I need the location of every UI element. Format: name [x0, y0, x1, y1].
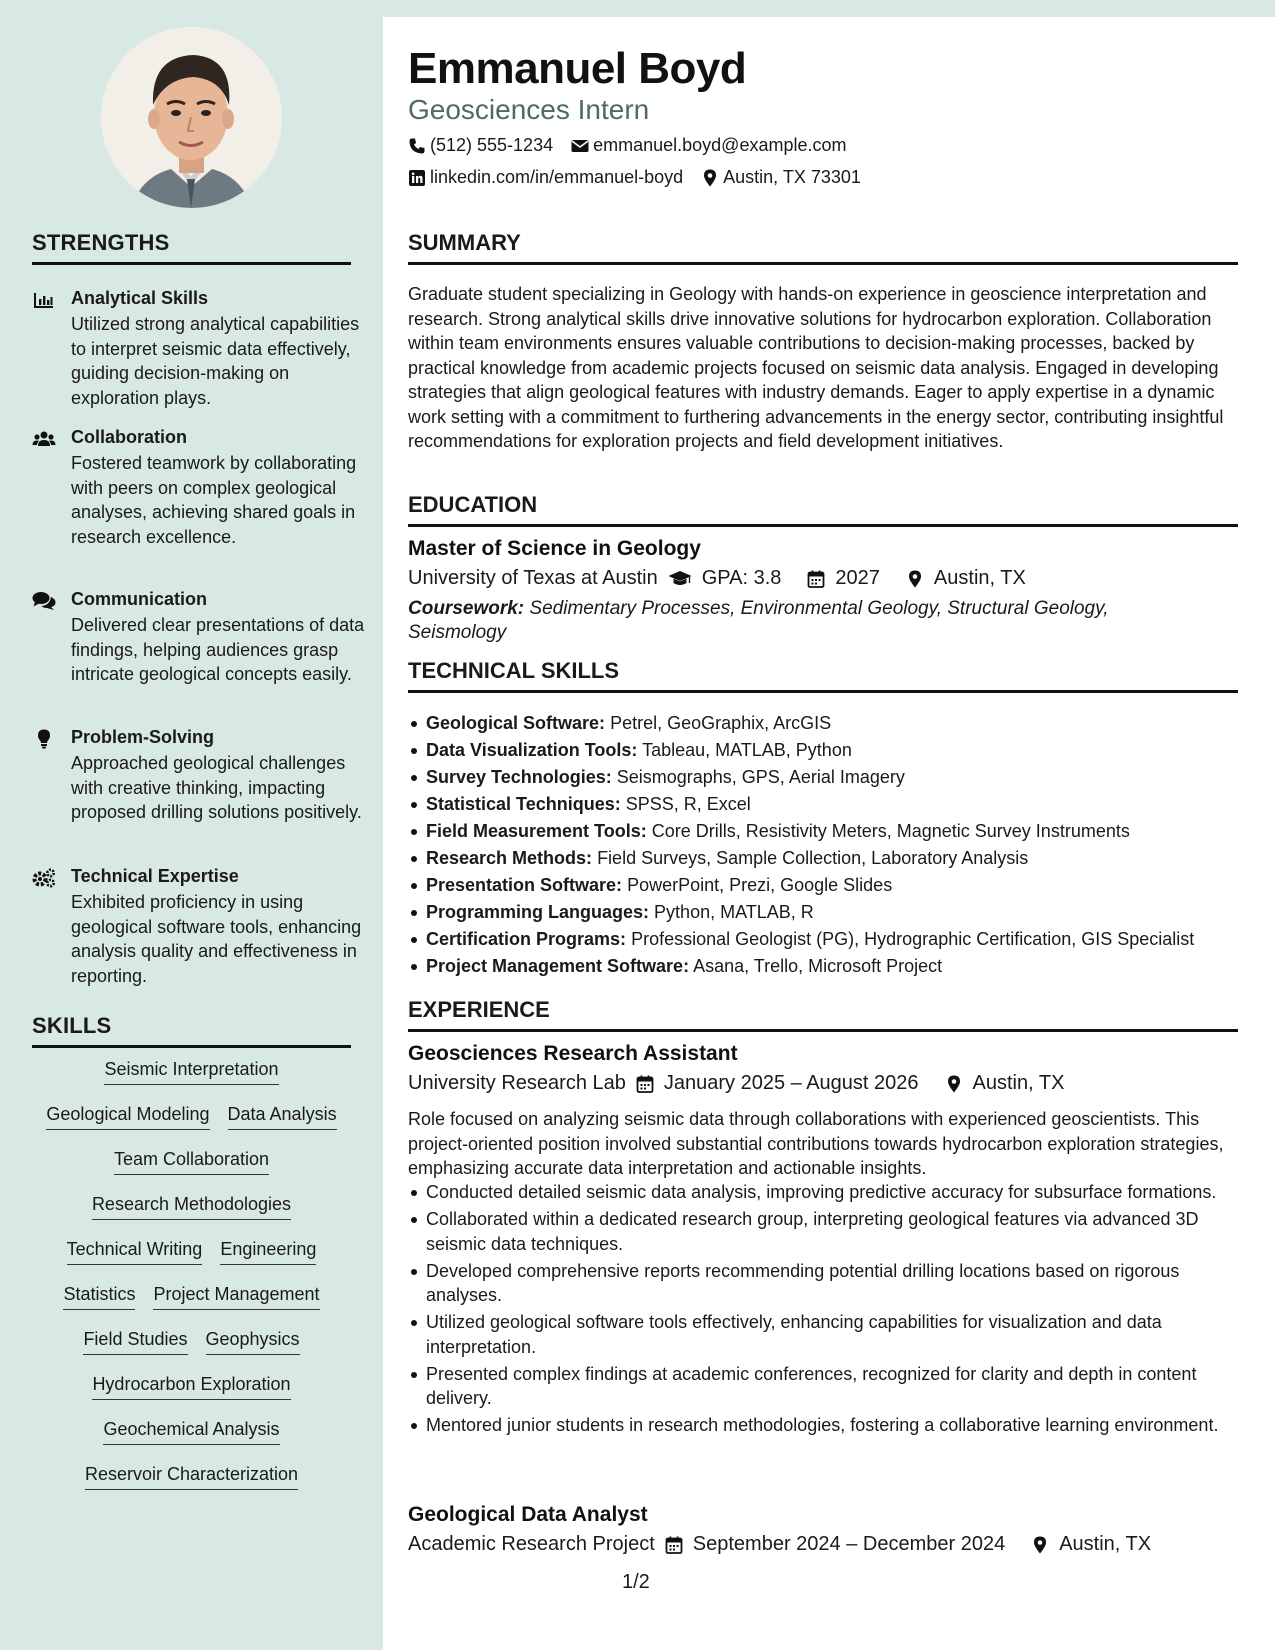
skill-value: Seismographs, GPS, Aerial Imagery [616, 767, 905, 787]
strength-description: Exhibited proficiency in using geological software tools, enhancing analysis quality and effectiveness in reporting. [71, 892, 362, 986]
skill-value: Python, MATLAB, R [654, 902, 814, 922]
list-item [408, 899, 1238, 926]
skill-tag: Hydrocarbon Exploration [92, 1373, 290, 1400]
skill-value: Field Surveys, Sample Collection, Laboratory Analysis [597, 848, 1029, 868]
skill-tag: Geochemical Analysis [103, 1418, 279, 1445]
skill-value: PowerPoint, Prezi, Google Slides [627, 875, 893, 895]
skills-list [32, 1058, 351, 1508]
graduation-cap-icon [668, 570, 692, 588]
list-item: Utilized geological software tools effectively, enhancing capabilities for visualization and data interpretation. [408, 1310, 1238, 1359]
graduation-year: 2027 [835, 567, 880, 589]
education-meta [408, 567, 1026, 590]
summary-heading: SUMMARY [408, 230, 1238, 265]
job-bullets [408, 1180, 1238, 1440]
skill-label: Certification Programs: [426, 929, 627, 949]
job-org: University Research Lab [408, 1072, 626, 1094]
strength-description: Fostered teamwork by collaborating with peers on complex geological analyses, achieving shared goals in research excellence. [71, 453, 357, 547]
page-number: 1/2 [622, 1571, 650, 1593]
strength-title: Technical Expertise [71, 866, 239, 886]
strength-description: Utilized strong analytical capabilities to interpret seismic data effectively, guiding decision-making on exploration plays. [71, 314, 360, 408]
skill-tag: Project Management [153, 1283, 319, 1310]
email-contact[interactable] [571, 135, 846, 156]
skills-heading: SKILLS [32, 1013, 351, 1048]
strength-description: Approached geological challenges with creative thinking, impacting proposed drilling solutions positively. [71, 753, 362, 822]
skill-tag: Field Studies [83, 1328, 187, 1355]
summary-text: Graduate student specializing in Geology with hands-on experience in geoscience interpretation and research. Strong analytical skills drive innovative solutions for hydrocarbon exploration. Collaboration within team environments ensures valuable contributions to decision-making processes, backed by practical knowledge from academic projects focused on seismic data analysis. Engaged in developing strategies that align geological features with industry demands. Eager to apply expertise in a dynamic work setting with a commitment to furthering advancements in the energy sector, contributing insightful recommendations for exploration projects and field development initiatives. [408, 284, 1224, 451]
list-item [408, 872, 1238, 899]
location-contact [701, 167, 861, 188]
skill-label: Survey Technologies: [426, 767, 612, 787]
job-meta [408, 1072, 1064, 1095]
list-item [408, 737, 1238, 764]
coursework-label: Coursework: [408, 598, 525, 619]
strength-description: Delivered clear presentations of data findings, helping audiences grasp intricate geological concepts easily. [71, 615, 365, 684]
experience-heading: EXPERIENCE [408, 997, 1238, 1032]
skill-tag: Seismic Interpretation [104, 1058, 278, 1085]
list-item [408, 764, 1238, 791]
job-title: Geological Data Analyst [408, 1503, 648, 1526]
gpa-text: GPA: 3.8 [701, 567, 782, 589]
skill-label: Programming Languages: [426, 902, 650, 922]
gears-icon [32, 868, 56, 888]
linkedin-text: linkedin.com/in/emmanuel-boyd [430, 167, 684, 187]
contact-row-2 [408, 167, 861, 188]
skill-tag: Statistics [63, 1283, 135, 1310]
linkedin-contact[interactable] [408, 167, 683, 188]
avatar [101, 27, 282, 208]
strength-title: Collaboration [71, 427, 187, 447]
skill-tag: Engineering [220, 1238, 316, 1265]
linkedin-icon [408, 169, 426, 187]
skill-value: Professional Geologist (PG), Hydrographic Certification, GIS Specialist [631, 929, 1195, 949]
candidate-name: Emmanuel Boyd [408, 44, 747, 93]
list-item [408, 845, 1238, 872]
map-marker-icon [906, 570, 924, 588]
education-heading: EDUCATION [408, 492, 1238, 527]
skill-label: Field Measurement Tools: [426, 821, 647, 841]
job-location: Austin, TX [972, 1072, 1065, 1094]
skill-value: Asana, Trello, Microsoft Project [693, 956, 943, 976]
degree-title: Master of Science in Geology [408, 537, 701, 560]
skill-value: Tableau, MATLAB, Python [642, 740, 852, 760]
job-location: Austin, TX [1059, 1533, 1152, 1555]
users-icon [32, 429, 56, 449]
list-item [408, 791, 1238, 818]
lightbulb-icon [32, 729, 56, 749]
skill-value: Petrel, GeoGraphix, ArcGIS [610, 713, 832, 733]
strength-title: Communication [71, 589, 208, 609]
calendar-icon [807, 570, 825, 588]
skill-tag: Research Methodologies [92, 1193, 291, 1220]
job-dates: September 2024 – December 2024 [692, 1533, 1006, 1555]
skill-tag: Technical Writing [67, 1238, 203, 1265]
skill-label: Geological Software: [426, 713, 606, 733]
coursework [408, 597, 1168, 645]
envelope-icon [571, 137, 589, 155]
phone-icon [408, 137, 426, 155]
job-dates: January 2025 – August 2026 [663, 1072, 919, 1094]
skill-value: Core Drills, Resistivity Meters, Magnetic Survey Instruments [651, 821, 1130, 841]
contact-row-1 [408, 135, 846, 156]
calendar-icon [636, 1075, 654, 1093]
skill-label: Research Methods: [426, 848, 593, 868]
technical-skills-list [408, 710, 1238, 980]
skill-tag: Reservoir Characterization [85, 1463, 298, 1490]
education-location: Austin, TX [933, 567, 1026, 589]
main-content [383, 17, 1275, 1650]
list-item: Collaborated within a dedicated research group, interpreting geological features via advanced 3D seismic data techniques. [408, 1207, 1238, 1256]
skill-tag: Team Collaboration [114, 1148, 269, 1175]
skill-tag: Geological Modeling [46, 1103, 209, 1130]
map-marker-icon [701, 169, 719, 187]
skill-label: Data Visualization Tools: [426, 740, 638, 760]
job-title: Geosciences Research Assistant [408, 1042, 738, 1065]
list-item [408, 710, 1238, 737]
calendar-icon [665, 1536, 683, 1554]
phone-contact[interactable] [408, 135, 553, 156]
school-name: University of Texas at Austin [408, 567, 658, 589]
list-item: Developed comprehensive reports recommending potential drilling locations based on rigorous analyses. [408, 1259, 1238, 1308]
strength-title: Problem-Solving [71, 727, 215, 747]
candidate-role: Geosciences Intern [408, 94, 650, 125]
sidebar [0, 0, 383, 1650]
skill-label: Project Management Software: [426, 956, 690, 976]
profile-photo [101, 27, 282, 208]
phone-text: (512) 555-1234 [430, 135, 554, 155]
strengths-heading: STRENGTHS [32, 230, 351, 265]
job-org: Academic Research Project [408, 1533, 655, 1555]
technical-skills-heading: TECHNICAL SKILLS [408, 658, 1238, 693]
coursework-list: Sedimentary Processes, Environmental Geology, Structural Geology, Seismology [408, 598, 1109, 643]
comments-icon [32, 591, 56, 611]
list-item: Conducted detailed seismic data analysis, improving predictive accuracy for subsurface formations. [408, 1180, 1238, 1205]
map-marker-icon [945, 1075, 963, 1093]
skill-value: SPSS, R, Excel [625, 794, 751, 814]
skill-label: Statistical Techniques: [426, 794, 621, 814]
skill-label: Presentation Software: [426, 875, 623, 895]
list-item: Presented complex findings at academic conferences, recognized for clarity and depth in content delivery. [408, 1362, 1238, 1411]
list-item [408, 818, 1238, 845]
list-item: Mentored junior students in research methodologies, fostering a collaborative learning environment. [408, 1413, 1238, 1438]
skill-tag: Geophysics [206, 1328, 300, 1355]
list-item [408, 953, 1238, 980]
email-text: emmanuel.boyd@example.com [593, 135, 847, 155]
bar-chart-icon [32, 290, 56, 310]
skill-tag: Data Analysis [228, 1103, 337, 1130]
job-meta [408, 1533, 1151, 1556]
map-marker-icon [1031, 1536, 1049, 1554]
location-text: Austin, TX 73301 [723, 167, 861, 187]
list-item [408, 926, 1238, 953]
job-description: Role focused on analyzing seismic data through collaborations with experienced geoscientists. This project-oriented position involved substantial contributions towards hydrocarbon exploration strategies, emphasizing accurate data interpretation and actionable insights. [408, 1109, 1224, 1178]
strength-title: Analytical Skills [71, 288, 209, 308]
